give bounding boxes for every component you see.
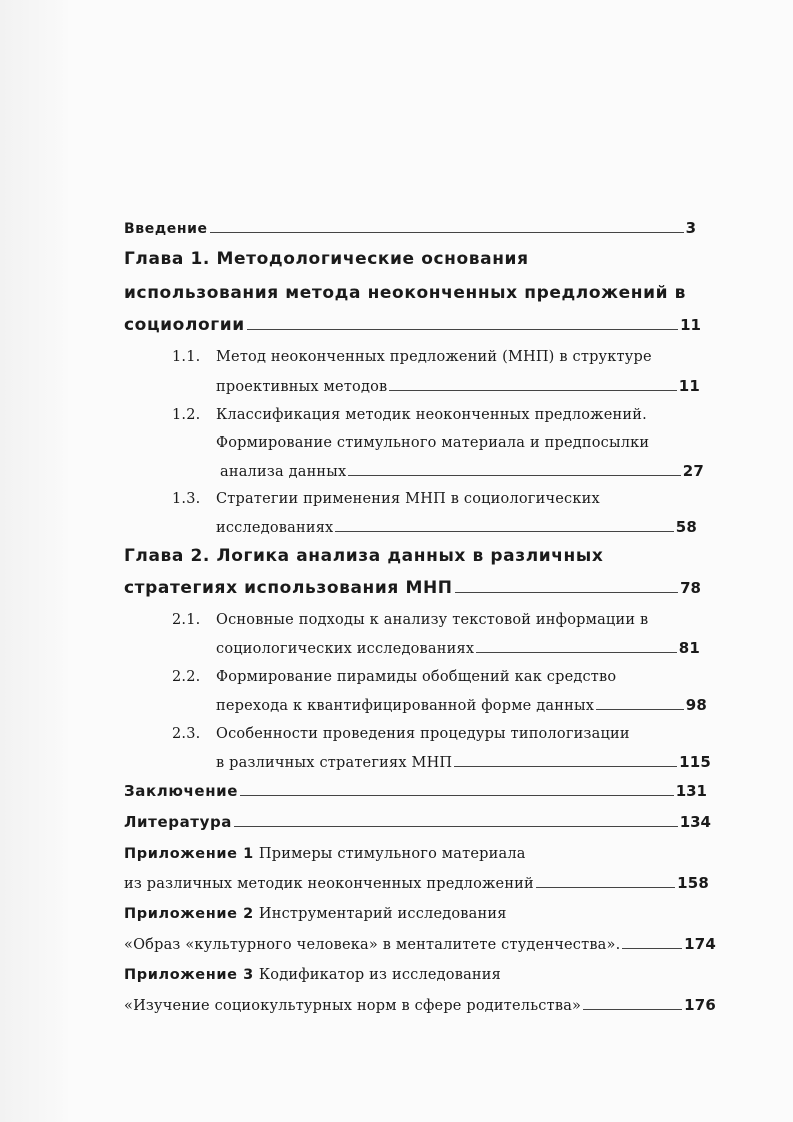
appendix-title: Примеры стимульного материала [258, 846, 526, 862]
appendix-page: 176 [684, 996, 716, 1014]
toc-entry-appendix-3[interactable] [124, 995, 716, 1016]
section-1-2-line1 [172, 405, 647, 425]
appendix-3-line1 [124, 965, 501, 985]
chapter2-title-line1: Глава 2. Логика анализа данных в различных [124, 546, 604, 566]
section-title-last: в различных стратегиях МНП [216, 755, 453, 771]
section-page: 58 [675, 518, 697, 536]
toc-entry-conclusion[interactable] [124, 781, 707, 801]
toc-entry-intro[interactable] [124, 218, 696, 239]
section-1-1-line1 [172, 347, 652, 367]
section-page: 115 [679, 753, 711, 771]
section-number: 2.3. [172, 726, 201, 742]
appendix-title-last: из различных методик неоконченных предложений [124, 876, 534, 892]
section-1-2-line2: Формирование стимульного материала и предпосылки [216, 435, 650, 451]
appendix-1-line1 [124, 844, 526, 864]
toc-entry-appendix-1[interactable] [124, 873, 709, 894]
literature-label: Литература [124, 813, 233, 831]
literature-page: 134 [679, 813, 711, 831]
section-number: 1.3. [172, 491, 201, 507]
section-title: Формирование пирамиды обобщений как средство [216, 669, 617, 685]
appendix-label: Приложение 3 [124, 967, 254, 983]
dot-leader [536, 887, 675, 888]
section-page: 27 [682, 462, 704, 480]
toc-entry-section-2-3[interactable] [216, 752, 711, 773]
section-2-3-line1 [172, 724, 630, 744]
section-number: 2.1. [172, 612, 201, 628]
section-title: Стратегии применения МНП в социологических [216, 491, 600, 507]
appendix-title-last: «Изучение социокультурных норм в сфере родительства» [124, 998, 582, 1014]
section-title: Классификация методик неоконченных предложений. [216, 407, 647, 423]
section-title-last: проективных методов [216, 379, 388, 395]
toc-entry-section-1-3[interactable] [216, 517, 697, 538]
dot-leader [234, 826, 678, 827]
section-page: 81 [678, 639, 700, 657]
toc-entry-appendix-2[interactable] [124, 934, 716, 955]
section-number: 1.2. [172, 407, 201, 423]
toc-entry-chapter1[interactable] [124, 315, 701, 335]
appendix-title: Инструментарий исследования [258, 906, 507, 922]
section-title: Основные подходы к анализу текстовой информации в [216, 612, 649, 628]
section-2-1-line1 [172, 610, 648, 630]
toc-entry-section-1-2[interactable] [220, 461, 704, 482]
dot-leader [247, 329, 678, 330]
appendix-label: Приложение 1 [124, 846, 254, 862]
dot-leader [583, 1009, 682, 1010]
section-title-last: исследованиях [216, 520, 334, 536]
chapter2-page: 78 [680, 579, 701, 597]
dot-leader [476, 652, 677, 653]
toc-intro-page: 3 [685, 219, 696, 237]
section-2-2-line1 [172, 667, 616, 687]
section-1-3-line1 [172, 489, 600, 509]
dot-leader [454, 766, 677, 767]
section-title: Метод неоконченных предложений (МНП) в структуре [216, 349, 652, 365]
chapter1-page: 11 [680, 316, 701, 334]
toc-entry-section-2-2[interactable] [216, 695, 707, 716]
dot-leader [389, 390, 676, 391]
chapter1-title-line2: использования метода неоконченных предложений в [124, 283, 687, 303]
conclusion-page: 131 [675, 782, 707, 800]
toc-entry-section-1-1[interactable] [216, 376, 700, 397]
toc-entry-literature[interactable] [124, 812, 711, 832]
section-number: 2.2. [172, 669, 201, 685]
appendix-page: 158 [677, 874, 709, 892]
toc-entry-section-2-1[interactable] [216, 638, 700, 659]
dot-leader [348, 475, 680, 476]
appendix-page: 174 [684, 935, 716, 953]
dot-leader [210, 232, 684, 233]
section-page: 11 [678, 377, 700, 395]
chapter1-title-line3: социологии [124, 315, 245, 335]
dot-leader [455, 592, 679, 593]
conclusion-label: Заключение [124, 782, 239, 800]
chapter1-title-line1: Глава 1. Методологические основания [124, 249, 529, 269]
toc-entry-chapter2[interactable] [124, 578, 701, 598]
section-number: 1.1. [172, 349, 201, 365]
dot-leader [240, 795, 674, 796]
section-title: Особенности проведения процедуры типологизации [216, 726, 630, 742]
section-page: 98 [685, 696, 707, 714]
appendix-title-last: «Образ «культурного человека» в менталитете студенчества». [124, 937, 621, 953]
appendix-label: Приложение 2 [124, 906, 254, 922]
toc-intro-label: Введение [124, 221, 208, 237]
section-title-last: анализа данных [220, 464, 347, 480]
appendix-2-line1 [124, 904, 507, 924]
dot-leader [335, 531, 673, 532]
section-title-last: социологических исследованиях [216, 641, 475, 657]
appendix-title: Кодификатор из исследования [258, 967, 502, 983]
dot-leader [596, 709, 684, 710]
chapter2-title-line2: стратегиях использования МНП [124, 578, 453, 598]
dot-leader [622, 948, 682, 949]
section-title-last: перехода к квантифицированной форме данных [216, 698, 595, 714]
